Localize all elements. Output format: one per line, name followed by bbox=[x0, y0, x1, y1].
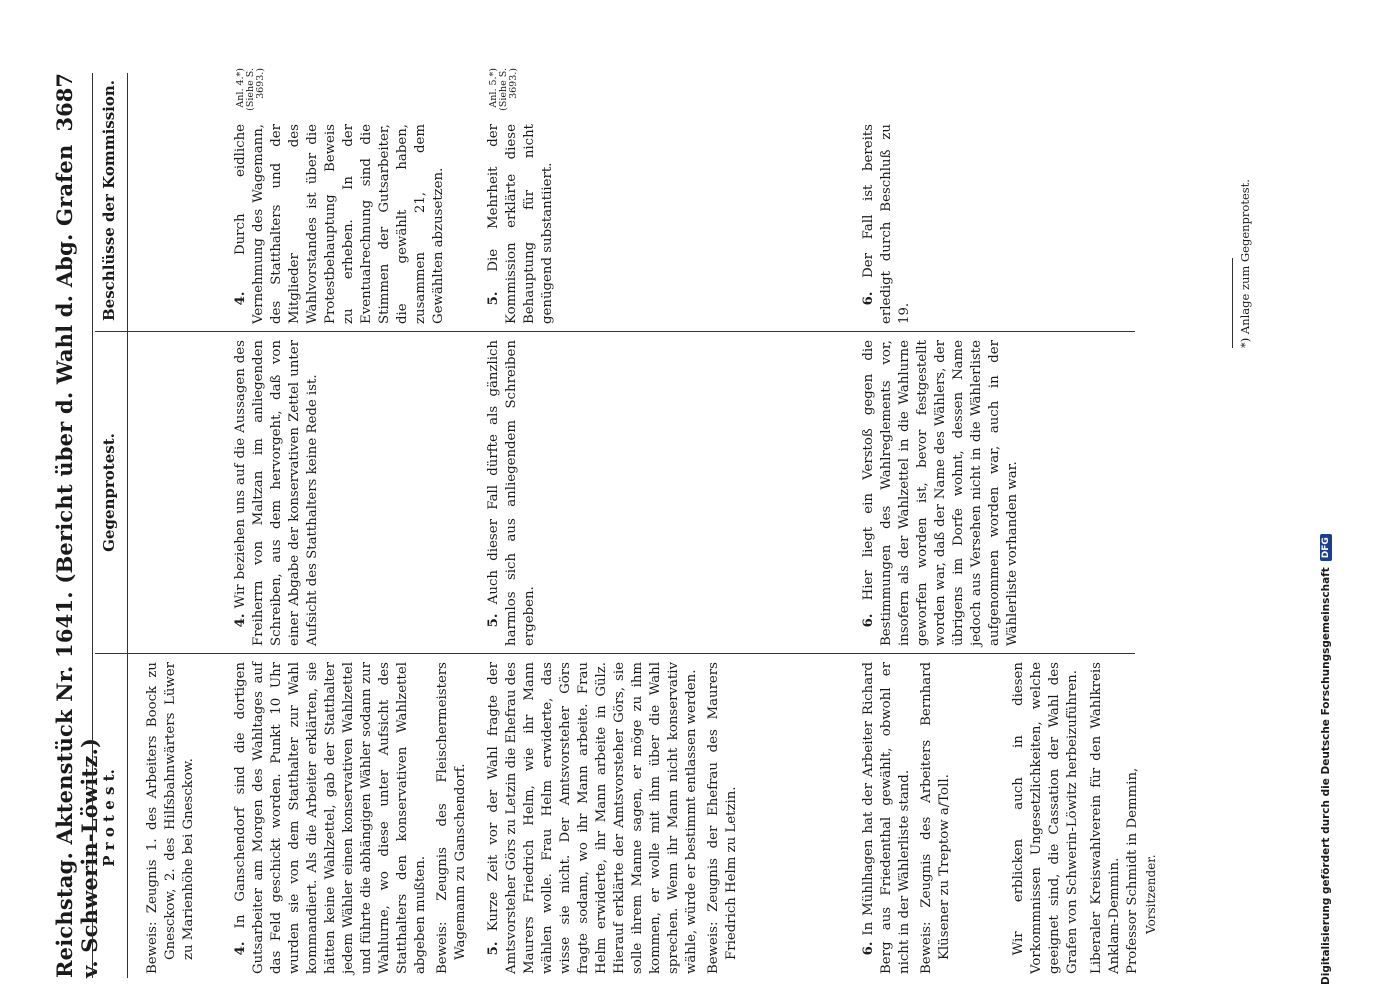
footnote-rule bbox=[1232, 258, 1233, 348]
protest-column bbox=[140, 662, 198, 974]
beschluss-item-4-text: Durch eidliche Vernehmung des Wagemann, des Statthalters und der Mitglieder des Wahlvorstandes ist über die Protestbehauptung Beweis zu erheben. In der Eventualrechnung sind die Stimmen der Gutsarbeiter, die gewählt haben, zusammen 21, dem Gewählten abzusetzen. bbox=[233, 123, 446, 324]
item-number: 4. bbox=[233, 941, 248, 956]
item-number: 5. bbox=[486, 291, 501, 306]
dfg-logo-icon: DFG bbox=[1320, 534, 1332, 561]
gegenprotest-item-4-text: Wir beziehen uns auf die Aussagen des Freiherrn von Maltzan im anliegenden Schreiben, aus dem hervorgeht, daß von einer Abgabe der konservativen Zettel unter Aufsicht des Statthalters keine Rede ist. bbox=[233, 340, 320, 646]
page-number: 3687 bbox=[52, 73, 77, 132]
gegenprotest-item-6 bbox=[860, 340, 1022, 646]
protest-item-5 bbox=[485, 662, 741, 974]
column-head-protest: P r o t e s t. bbox=[100, 769, 118, 867]
beschluss-item-5 bbox=[485, 124, 557, 324]
column-head-beschluesse: Beschlüsse der Kommission. bbox=[100, 80, 118, 321]
signature bbox=[1088, 662, 1160, 974]
page-header bbox=[52, 73, 102, 978]
column-head-rule bbox=[127, 73, 128, 978]
column-divider bbox=[95, 653, 1135, 654]
item-number: 6. bbox=[861, 941, 876, 956]
beschluss-item-6-text: Der Fall ist bereits erledigt durch Beschluß zu 19. bbox=[861, 124, 912, 324]
item-number: 4. bbox=[233, 613, 248, 628]
protest-item-4-text: In Ganschendorf sind die dortigen Gutsarbeiter am Morgen des Wahltages auf das Feld geschickt worden. Punkt 10 Uhr wurden sie von dem Statthalter zur Wahl kommandiert. Als die Arbeiter erklärten, sie hätten keine Wahlzettel, gab der Statthalter jedem Wähler einen konservativen Wahlzettel und führte die abhängigen Wähler sodann zur Wahlurne, wo diese unter Aufsicht des Statthalters den konservativen Wahlzettel abgeben mußten. bbox=[233, 662, 428, 974]
protest-closing-text: Wir erblicken auch in diesen Vorkommnissen Ungesetzlichkeiten, welche geeignet sind, die Cassation der Wahl des Grafen von Schwerin-Löwitz herbeizuführen. bbox=[1011, 662, 1080, 974]
protest-item-5-evidence: Beweis: Zeugnis der Ehefrau des Maurers Friedrich Helm zu Letzin. bbox=[706, 662, 739, 974]
digitization-credit bbox=[1320, 55, 1332, 985]
beschluss-item-4 bbox=[232, 124, 448, 324]
signature-role: Vorsitzender. bbox=[1144, 854, 1158, 934]
header-rule bbox=[92, 73, 93, 978]
signature-organization: Liberaler Kreiswahlverein für den Wahlkreis Anklam-Demmin. bbox=[1089, 662, 1122, 974]
item-number: 6. bbox=[861, 613, 876, 628]
gegenprotest-item-4 bbox=[232, 340, 322, 646]
protest-item-6-evidence: Beweis: Zeugnis des Arbeiters Bernhard Klüsener zu Treptow a/Toll. bbox=[919, 662, 952, 974]
protest-item-4-evidence: Beweis: Zeugnis des Fleischermeisters Wagemann zu Ganschendorf. bbox=[435, 662, 468, 974]
item-number: 4. bbox=[233, 291, 248, 306]
protest-item-6-text: In Mühlhagen hat der Arbeiter Richard Berg aus Friedenthal gewählt, obwohl er nicht in der Wählerliste stand. bbox=[861, 661, 912, 974]
item-number: 5. bbox=[486, 613, 501, 628]
annex-note-4: Anl. 4.*) (Siehe S. 3693.) bbox=[235, 68, 266, 111]
column-divider bbox=[95, 331, 1135, 332]
footnote: *) Anlage zum Gegenprotest. bbox=[1238, 179, 1252, 348]
gegenprotest-item-5 bbox=[485, 340, 539, 646]
column-head-gegenprotest: Gegenprotest. bbox=[100, 433, 118, 552]
page-title: Reichstag. Aktenstück Nr. 1641. (Bericht über d. Wahl d. Abg. Grafen v. Schwerin-Löwitz.) bbox=[52, 144, 102, 978]
beschluss-item-6 bbox=[860, 124, 914, 324]
item-number: 5. bbox=[486, 941, 501, 956]
signature-name: Professor Schmidt in Demmin, bbox=[1125, 767, 1140, 974]
protest-evidence-intro: Beweis: Zeugnis 1. des Arbeiters Boock zu Gnesckow, 2. des Hilfsbahnwärters Lüwer zu Marienhöhe bei Gnesckow. bbox=[145, 662, 196, 974]
protest-item-4 bbox=[232, 662, 470, 974]
protest-item-6 bbox=[860, 662, 954, 974]
item-number: 6. bbox=[861, 291, 876, 306]
gegenprotest-item-6-text: Hier liegt ein Verstoß gegen die Bestimmungen des Wahlreglements vor, insofern als der Wahlzettel in die Wahlurne geworfen worden ist, bevor festgestellt worden war, daß der Name des Wählers, der übrigens im Dorfe wohnt, dessen Name jedoch aus Versehen nicht in die Wählerliste aufgenommen worden war, auch in der Wählerliste vorhanden war. bbox=[861, 340, 1020, 646]
protest-closing bbox=[1010, 662, 1160, 974]
beschluss-item-5-text: Die Mehrheit der Kommission erklärte diese Behauptung für nicht genügend substantiiert. bbox=[486, 123, 555, 324]
protest-item-5-text: Kurze Zeit vor der Wahl fragte der Amtsvorsteher Görs zu Letzin die Ehefrau des Maurers Friedrich Helm, wie ihr Mann wählen wolle. Frau Helm erwiderte, das wisse sie nicht. Der Amtsvorsteher Görs fragte sodann, wo ihr Mann arbeite. Frau Helm erwiderte, ihr Mann arbeite in Gülz. Hierauf erklärte der Amtsvorsteher Görs, sie solle ihrem Manne sagen, er möge zu ihm kommen, er wolle mit ihm über die Wahl sprechen. Wenn ihr Mann nicht konservativ wähle, würde er bestimmt entlassen werden. bbox=[486, 662, 699, 974]
annex-note-5: Anl. 5.*) (Siehe S. 3693.) bbox=[488, 68, 519, 111]
digitization-text: Digitalisierung gefördert durch die Deutsche Forschungsgemeinschaft bbox=[1320, 567, 1332, 985]
gegenprotest-item-5-text: Auch dieser Fall dürfte als gänzlich harmlos sich aus anliegendem Schreiben ergeben. bbox=[486, 340, 537, 646]
